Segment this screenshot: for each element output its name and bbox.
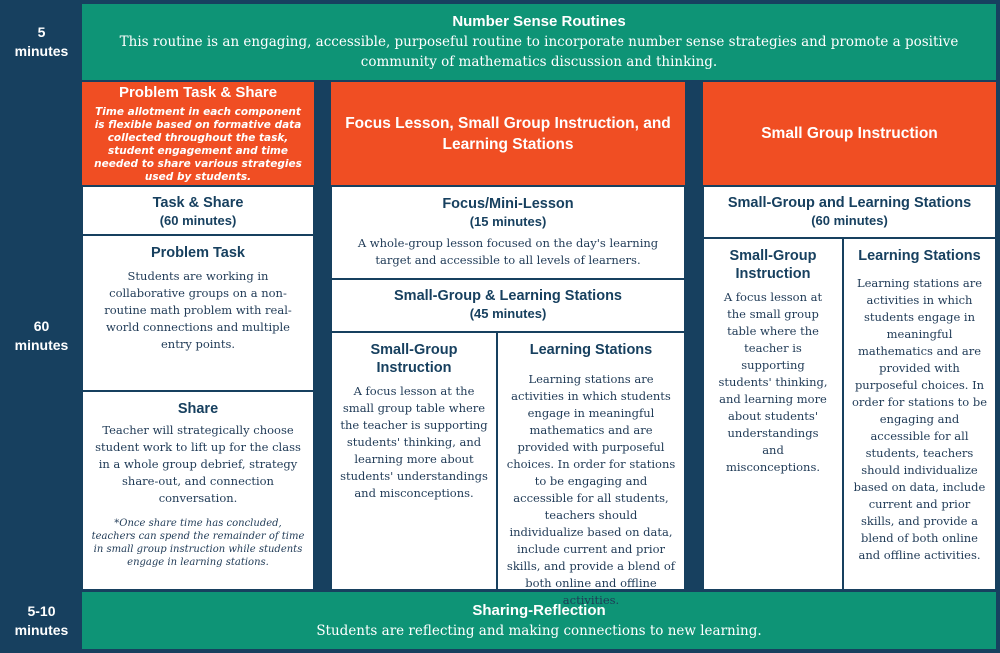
column-title: Focus Lesson, Small Group Instruction, and Learning Stations	[345, 114, 671, 153]
cell-title: Learning Stations	[529, 342, 653, 358]
learning-stations-cell	[497, 332, 685, 607]
time-label-top: 5 minutes	[4, 4, 79, 80]
cell-body: A focus lesson at the small group table where the teacher is supporting students' thinking, and learning more about students' understandings and misconceptions.	[340, 384, 488, 500]
focus-mini-lesson-cell	[331, 186, 685, 279]
column-title: Problem Task & Share	[118, 84, 278, 101]
cell-title: Share	[177, 401, 219, 417]
banner-description: Students are reflecting and making connections to new learning.	[316, 622, 762, 639]
column-title: Small Group Instruction	[761, 124, 938, 142]
column-note: Time allotment in each component is flexible based on formative data collected throughout the task, student engagement and time needed to share various strategies used by students.	[94, 106, 302, 183]
cell-duration: (45 minutes)	[469, 306, 547, 321]
cell-duration: (60 minutes)	[811, 213, 888, 228]
cell-body: Learning stations are activities in which students engage in meaningful mathematics and are provided with purposeful choices. In order for stations to be engaging and accessible for all students, teachers should individualize based on data, include current and prior skills, and provide a blend of both online and offline activities.	[852, 276, 988, 562]
learning-stations-cell	[843, 238, 996, 590]
cell-body: A whole-group lesson focused on the day's learning target and accessible to all levels of learners.	[357, 236, 659, 267]
share-cell	[82, 391, 314, 590]
cell-title: Small-Group Instruction	[729, 248, 817, 282]
small-group-instruction-cell	[331, 332, 497, 590]
time-label-middle: 60 minutes	[4, 82, 79, 590]
cell-title: Learning Stations	[858, 248, 981, 264]
cell-title: Small-Group & Learning Stations	[394, 288, 622, 304]
task-share-cell	[82, 186, 314, 235]
cell-duration: (15 minutes)	[469, 214, 547, 229]
problem-task-cell	[82, 235, 314, 391]
number-sense-banner	[82, 4, 996, 80]
cell-title: Problem Task	[150, 245, 246, 261]
cell-body: Students are working in collaborative groups on a non-routine math problem with real-world connections and multiple entry points.	[104, 269, 292, 351]
banner-title: Sharing-Reflection	[472, 601, 606, 619]
small-group-instruction-cell	[703, 238, 843, 590]
cell-title: Small-Group and Learning Stations	[727, 195, 972, 211]
banner-description: This routine is an engaging, accessible, purposeful routine to incorporate number sense strategies and promote a positive community of mathematics discussion and thinking.	[119, 34, 959, 70]
small-group-instruction-header	[703, 82, 996, 185]
cell-title: Focus/Mini-Lesson	[442, 196, 574, 212]
problem-task-share-header	[82, 82, 314, 185]
cell-body: A focus lesson at the small group table where the teacher is supporting students' thinking, and learning more about students' understandings and misconceptions.	[718, 290, 828, 474]
cell-note: *Once share time has concluded, teachers can spend the remainder of time in small group instruction while students engage in learning stations.	[91, 518, 305, 568]
time-label-bottom: 5-10 minutes	[4, 592, 79, 649]
cell-duration: (60 minutes)	[159, 213, 237, 228]
banner-title: Number Sense Routines	[452, 13, 626, 30]
cell-title: Small-Group Instruction	[370, 342, 458, 376]
focus-lesson-header	[331, 82, 685, 185]
cell-body: Teacher will strategically choose student work to lift up for the class in a whole group debrief, strategy share-out, and connection conversation.	[95, 423, 301, 505]
small-group-learning-stations-cell	[331, 279, 685, 332]
cell-body: Learning stations are activities in which students engage in meaningful mathematics and are provided with purposeful choices. In order for stations to be engaging and accessible for all students, teachers should individualize based on data, include current and prior skills, and provide a blend of both online and offline activities.	[506, 372, 676, 607]
small-group-learning-stations-cell	[703, 186, 996, 238]
cell-title: Task & Share	[152, 195, 244, 211]
